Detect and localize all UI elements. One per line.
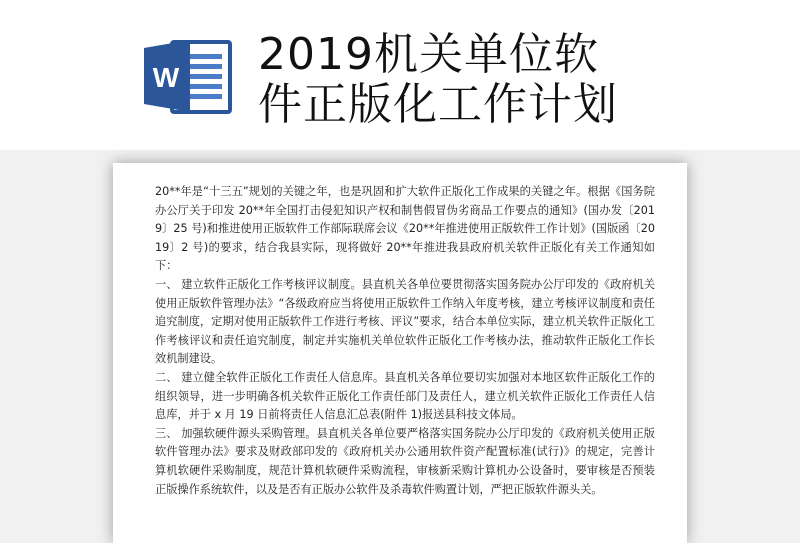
title-line-1: 2019机关单位软 [258,29,599,80]
page-title [258,30,778,130]
paragraph-section-3: 三、 加强软硬件源头采购管理。县直机关各单位要严格落实国务院办公厅印发的《政府机关使用正版软件管理办法》要求及财政部印发的《政府机关办公通用软件资产配置标准(试行)》的规定，完善计算机软硬件采购制度，规范计算机软硬件采购流程，审核新采购计算机办公设备时，要审核是否预装正版操作系统软件，以及是否有正版办公软件及杀毒软件购置计划，严把正版软件源头关。 [155,426,655,496]
word-document-icon [142,36,234,116]
word-letter: W [152,62,180,93]
document-page [113,163,687,543]
paragraph-section-2: 二、 建立健全软件正版化工作责任人信息库。县直机关各单位要切实加强对本地区软件正版化工作的组织领导，进一步明确各机关软件正版化工作责任部门及责任人，建立机关软件正版化工作责任人信息库，并于 x 月 19 日前将责任人信息汇总表(附件 1)报送县科技文体局。 [155,370,655,422]
document-body [155,183,655,499]
paragraph-intro: 20**年是“十三五”规划的关键之年，也是巩固和扩大软件正版化工作成果的关键之年。根据《国务院办公厅关于印发 20**年全国打击侵犯知识产权和制售假冒伪劣商品工作要点的通知》(国办发〔2019〕25 号)和推进使用正版软件工作部际联席会议《20**年推进使用正版软件工作计划》(国版函〔2019〕2 号)的要求，结合我县实际，现将做好 20**年推进我县政府机关软件正版化有关工作通知如下： [155,185,655,273]
paragraph-section-1: 一、 建立软件正版化工作考核评议制度。县直机关各单位要贯彻落实国务院办公厅印发的《政府机关使用正版软件管理办法》“各级政府应当将使用正版软件工作纳入年度考核，建立考核评议制度和责任追究制度，定期对使用正版软件工作进行考核、评议”要求，结合本单位实际，建立机关软件正版化工作考核评议和责任追究制度，制定并实施机关单位软件正版化工作考核办法，推动软件正版化工作长效机制建设。 [155,277,655,366]
title-line-2: 件正版化工作计划 [258,79,618,130]
